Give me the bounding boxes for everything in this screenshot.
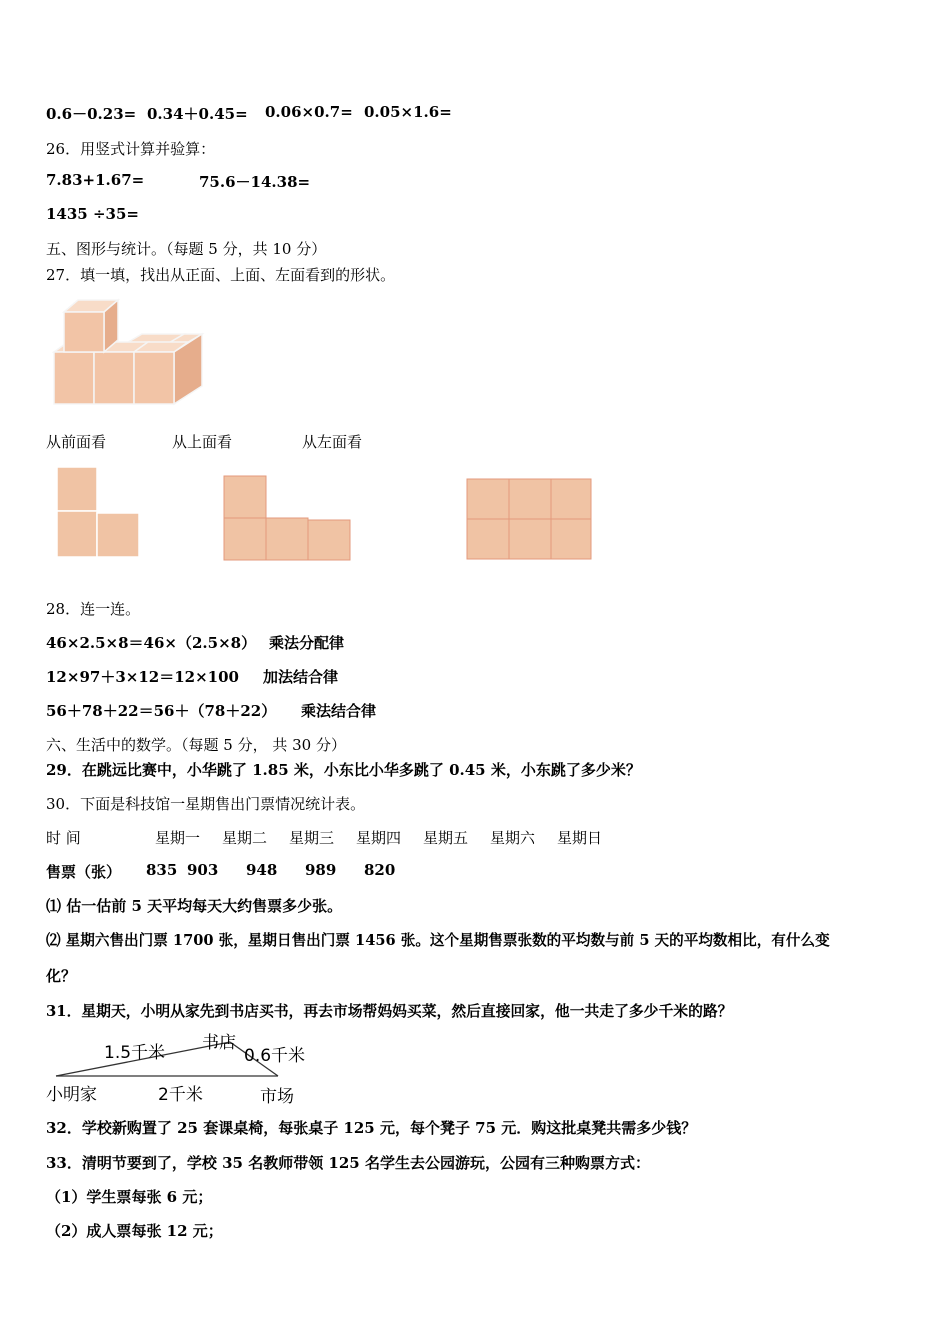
- q26-row2: 1435 ÷35=: [46, 205, 139, 223]
- q27-title: 27．填一填，找出从正面、上面、左面看到的形状。: [46, 266, 396, 284]
- q30-sub2-line1: ⑵ 星期六售出门票 1700 张，星期日售出门票 1456 张。这个星期售票张数的平均数与前 5 天的平均数相比，有什么变: [46, 932, 830, 949]
- cube-front-1: [54, 352, 94, 404]
- q31-text: 31．星期天，小明从家先到书店买书，再去市场帮妈妈买菜，然后直接回家，他一共走了多少千米的路？: [46, 1003, 733, 1020]
- q28-row-2: [46, 666, 339, 687]
- q25-item-1: 0.6－0.23=: [46, 105, 137, 123]
- q26-title: 26．用竖式计算并验算：: [46, 140, 216, 158]
- view-c-cell-1: [467, 479, 509, 519]
- view-c-cell-4: [467, 519, 509, 559]
- q30-day-5: 星期五: [423, 829, 469, 847]
- cube-stack-figure: [48, 296, 218, 411]
- q29-text: 29．在跳远比赛中，小华跳了 1.85 米，小东比小华多跳了 0.45 米，小东跳了多少米？: [46, 761, 641, 779]
- q30-value-5: 820: [364, 861, 396, 879]
- route-label-home: 小明家: [46, 1085, 97, 1105]
- q33-text: 33．清明节要到了，学校 35 名教师带领 125 名学生去公园游玩，公园有三种购票方式：: [46, 1154, 650, 1172]
- q28-expr-2: 12×97＋3×12＝12×100: [46, 668, 239, 686]
- section-6-title: 六、生活中的数学。（每题 5 分， 共 30 分）: [46, 736, 346, 754]
- view-a-cell-bl: [57, 511, 97, 557]
- route-label-bookstore: 书店: [202, 1033, 236, 1053]
- route-label-left-edge: 1.5千米: [104, 1043, 166, 1063]
- q30-value-row: [46, 861, 396, 882]
- view-label-top: 从上面看: [172, 433, 233, 451]
- q28-law-2: 加法结合律: [263, 668, 339, 686]
- q28-title: 28．连一连。: [46, 600, 141, 618]
- q30-value-3: 948: [246, 861, 278, 879]
- q30-row-label: 售票（张）: [46, 863, 122, 881]
- q33-option-1: （1）学生票每张 6 元；: [46, 1188, 213, 1206]
- q30-value-2: 903: [187, 861, 219, 879]
- q25-item-2: 0.34＋0.45=: [147, 105, 248, 123]
- q30-day-1: 星期一: [155, 829, 201, 847]
- route-label-right-edge: 0.6千米: [244, 1046, 306, 1066]
- q30-day-7: 星期日: [557, 829, 603, 847]
- view-shape-a: [55, 465, 145, 560]
- q28-row-1: [46, 632, 345, 653]
- q28-law-3: 乘法结合律: [301, 702, 377, 720]
- q26-row1: [46, 171, 311, 191]
- q30-value-4: 989: [305, 861, 337, 879]
- q30-sub1: ⑴ 估一估前 5 天平均每天大约售票多少张。: [46, 897, 343, 915]
- route-label-market: 市场: [260, 1087, 294, 1107]
- cube-front-upper: [64, 312, 104, 352]
- view-b-cell-br: [308, 520, 350, 560]
- cube-front-2: [94, 352, 134, 404]
- view-b-cell-bm: [266, 518, 308, 560]
- q26-item-2: 75.6－14.38=: [199, 173, 311, 191]
- view-b-cell-bl: [224, 518, 266, 560]
- q28-expr-1: 46×2.5×8＝46×（2.5×8）: [46, 634, 257, 652]
- q30-value-1: 835: [146, 861, 178, 879]
- view-b-cell-top: [224, 476, 266, 518]
- view-label-left: 从左面看: [302, 433, 363, 451]
- view-a-cell-top: [57, 467, 97, 511]
- q32-text: 32．学校新购置了 25 套课桌椅，每张桌子 125 元，每个凳子 75 元．购这批桌凳共需多少钱？: [46, 1119, 697, 1137]
- q25-item-4: 0.05×1.6=: [364, 103, 452, 121]
- q30-day-2: 星期二: [222, 829, 268, 847]
- view-c-cell-5: [509, 519, 551, 559]
- q30-header-label: 时 间: [46, 829, 81, 847]
- q30-day-4: 星期四: [356, 829, 402, 847]
- q33-option-2: （2）成人票每张 12 元；: [46, 1222, 223, 1240]
- q25-row: [46, 103, 452, 124]
- view-label-front: 从前面看: [46, 433, 107, 451]
- view-shape-b: [222, 474, 357, 564]
- q30-header-row: [46, 827, 603, 848]
- q26-item-1: 7.83+1.67=: [46, 171, 145, 189]
- view-c-cell-6: [551, 519, 591, 559]
- route-label-bottom-edge: 2千米: [158, 1085, 203, 1105]
- view-c-cell-3: [551, 479, 591, 519]
- q28-row-3: [46, 700, 377, 721]
- q30-day-3: 星期三: [289, 829, 335, 847]
- q30-title: 30．下面是科技馆一星期售出门票情况统计表。: [46, 795, 366, 813]
- section-5-title: 五、图形与统计。（每题 5 分，共 10 分）: [46, 240, 327, 258]
- view-c-cell-2: [509, 479, 551, 519]
- q28-expr-3: 56＋78＋22＝56＋（78＋22）: [46, 702, 277, 720]
- cube-front-3: [134, 352, 174, 404]
- q25-item-3: 0.06×0.7=: [265, 103, 353, 121]
- q30-day-6: 星期六: [490, 829, 536, 847]
- view-a-cell-br: [97, 513, 139, 557]
- q28-law-1: 乘法分配律: [269, 634, 345, 652]
- view-shape-c: [465, 477, 600, 567]
- q30-sub2-line2: 化？: [46, 967, 77, 985]
